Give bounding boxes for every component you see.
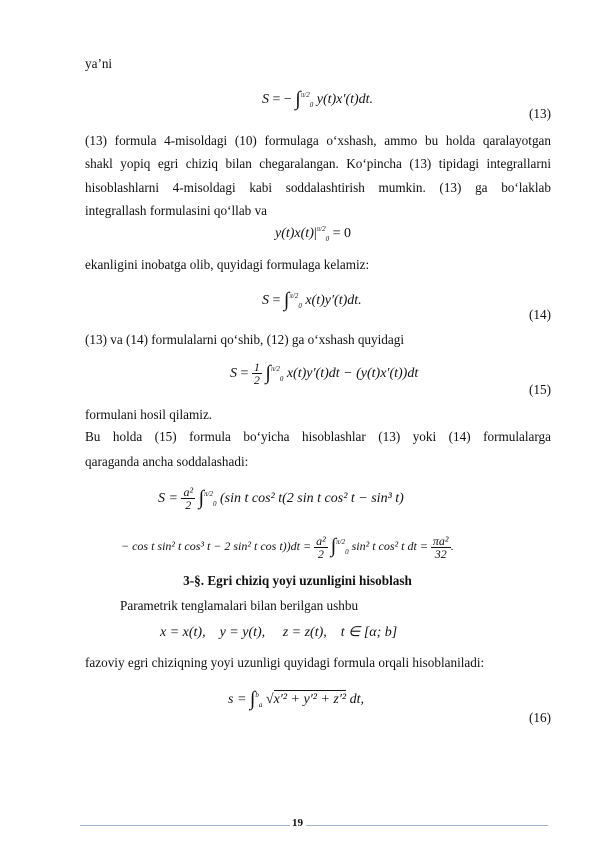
calc2-upper-limit: π/2 bbox=[336, 538, 346, 546]
eq-boundary-expr: y(t)x(t) bbox=[275, 226, 314, 241]
calc2-result-num: πa² bbox=[432, 533, 449, 548]
eq13-op: = − bbox=[272, 92, 292, 107]
integral-sign: ∫ bbox=[265, 362, 271, 384]
eq15-coefficient bbox=[252, 361, 262, 386]
equation-13 bbox=[262, 86, 373, 109]
eq15-integrand: x(t)y′(t)dt − (y(t)x′(t))dt bbox=[286, 366, 419, 381]
calc1-integrand: (sin t cos² t(2 sin t cos² t − sin³ t) bbox=[220, 491, 404, 506]
eq-boundary-upper: π/2 bbox=[316, 225, 326, 233]
paragraph-2-line-4: integrallash formulasini qo‘llab va bbox=[85, 203, 268, 218]
integral-sign: ∫ bbox=[283, 289, 290, 311]
equation-15 bbox=[230, 360, 418, 386]
equation-number-13: (13) bbox=[529, 106, 551, 121]
calc2-coef-den: 2 bbox=[317, 546, 324, 561]
paragraph-6-line-2: qaraganda ancha soddalashadi: bbox=[85, 454, 249, 469]
calc2-coef-num: a² bbox=[316, 533, 326, 548]
param-t: t ∈ [α; b] bbox=[340, 625, 398, 640]
calc1-coef-num: a² bbox=[183, 485, 194, 500]
section-heading: 3-§. Egri chiziq yoyi uzunligini hisoblash bbox=[183, 573, 412, 588]
calc2-result bbox=[431, 535, 451, 560]
equation-parametric bbox=[160, 624, 397, 641]
eq16-upper-limit: b bbox=[255, 691, 259, 699]
equation-boundary bbox=[275, 226, 351, 242]
eq14-op: = bbox=[272, 293, 281, 308]
paragraph-2-line-2: shakl yopiq egri chiziq bilan chegaralangan. Ko‘pincha (13) tipidagi integrallarni bbox=[85, 156, 551, 171]
eq13-upper-limit: π/2 bbox=[300, 91, 310, 99]
calc1-coef-den: 2 bbox=[185, 498, 192, 513]
eq-boundary-rhs: = 0 bbox=[332, 226, 352, 241]
eq16-tail: dt, bbox=[349, 692, 365, 707]
paragraph-5: formulani hosil qilamiz. bbox=[85, 407, 213, 422]
paragraph-7: Parametrik tenglamalari bilan berilgan ushbu bbox=[120, 598, 359, 613]
calc1-lhs: S = bbox=[158, 491, 178, 506]
calc2-lower-limit: 0 bbox=[345, 548, 349, 556]
eq15-op: = bbox=[240, 366, 249, 381]
paragraph-6-line-1: Bu holda (15) formula bo‘yicha hisoblashlar (13) yoki (14) formulalarga bbox=[85, 429, 551, 444]
integral-sign: ∫ bbox=[330, 535, 337, 557]
paragraph-3: ekanligini inobatga olib, quyidagi formulaga kelamiz: bbox=[85, 257, 370, 272]
param-z: z = z(t), bbox=[282, 625, 327, 640]
eq15-coef-num: 1 bbox=[253, 360, 260, 375]
eq14-upper-limit: π/2 bbox=[289, 292, 299, 300]
eq14-lhs: S bbox=[262, 293, 269, 308]
paragraph-8: fazoviy egri chiziqning yoyi uzunligi quyidagi formula orqali hisoblaniladi: bbox=[85, 655, 485, 670]
eq13-lhs: S bbox=[262, 92, 269, 107]
eq16-lower-limit: a bbox=[258, 701, 263, 709]
paragraph-2-line-1: (13) formula 4-misoldagi (10) formulaga o‘xshash, ammo bu holda qaralayotgan bbox=[85, 133, 551, 148]
paragraph-2-line-3: hisoblashlarni 4-misoldagi kabi soddalashtirish mumkin. (13) ga bo‘laklab bbox=[85, 180, 551, 195]
paragraph-4: (13) va (14) formulalarni qo‘shib, (12) ga o‘xshash quyidagi bbox=[85, 332, 404, 347]
paragraph-intro: ya’ni bbox=[85, 56, 113, 71]
param-y: y = y(t), bbox=[219, 625, 266, 640]
integral-sign: ∫ bbox=[198, 487, 205, 509]
eq-boundary-bar: | bbox=[313, 226, 317, 241]
integral-sign: ∫ bbox=[249, 688, 256, 710]
equation-16 bbox=[228, 686, 364, 709]
calc1-lower-limit: 0 bbox=[213, 500, 217, 508]
equation-calculation-line-1 bbox=[158, 485, 404, 511]
equation-number-16: (16) bbox=[529, 710, 551, 725]
eq14-integrand: x(t)y′(t)dt. bbox=[305, 293, 362, 308]
eq-boundary-lower: 0 bbox=[325, 235, 330, 243]
calc2-result-den: 32 bbox=[434, 546, 447, 561]
param-x: x = x(t), bbox=[160, 625, 206, 640]
eq13-lower-limit: 0 bbox=[309, 101, 314, 109]
equation-14 bbox=[262, 287, 362, 310]
eq16-lhs: s = bbox=[228, 692, 247, 707]
equation-calculation-line-2 bbox=[121, 533, 454, 560]
integral-sign: ∫ bbox=[295, 88, 301, 110]
calc1-upper-limit: π/2 bbox=[204, 490, 213, 498]
eq15-upper-limit: π/2 bbox=[270, 365, 280, 373]
eq15-lhs: S bbox=[230, 366, 237, 381]
sqrt-icon: √ bbox=[265, 692, 274, 707]
calc2-coefficient bbox=[314, 535, 328, 560]
equation-number-15: (15) bbox=[529, 382, 551, 397]
eq15-lower-limit: 0 bbox=[279, 375, 284, 383]
calc2-part2: sin² t cos² t dt = bbox=[351, 539, 428, 553]
eq16-radicand: x′² + y′² + z′² bbox=[273, 692, 347, 707]
page-number: 19 bbox=[292, 817, 303, 829]
eq13-integrand: y(t)x′(t)dt. bbox=[316, 92, 374, 107]
calc1-coefficient bbox=[181, 486, 195, 511]
eq15-coef-den: 2 bbox=[253, 373, 260, 388]
calc2-part1: − cos t sin² t cos³ t − 2 sin² t cos t))dt = bbox=[121, 539, 312, 553]
equation-number-14: (14) bbox=[529, 307, 551, 322]
calc2-end: . bbox=[450, 539, 454, 553]
eq14-lower-limit: 0 bbox=[298, 302, 302, 310]
